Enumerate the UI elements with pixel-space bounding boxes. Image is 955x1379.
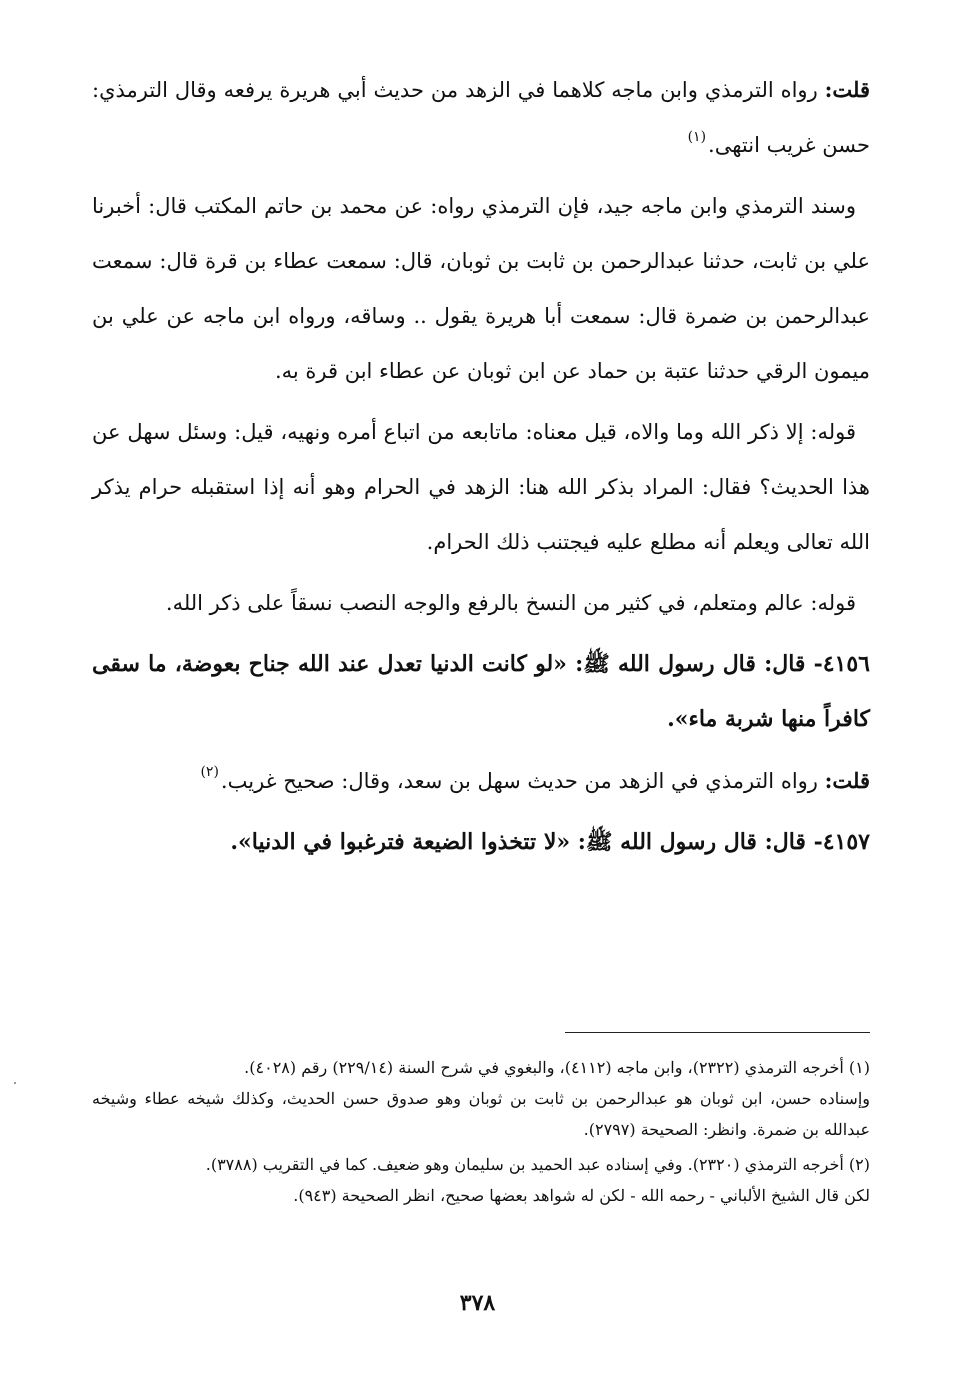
- footnote-1-line-a: (١) أخرجه الترمذي (٢٣٢٢)، وابن ماجه (٤١١٢)، والبغوي في شرح السنة (٢٢٩/١٤) رقم (٤٠٢٨).: [244, 1058, 870, 1077]
- hadith-4157: ٤١٥٧- قال: قال رسول الله ﷺ: «لا تتخذوا الضيعة فترغبوا في الدنيا».: [230, 829, 870, 855]
- footnote-1: [92, 1052, 870, 1145]
- footnote-1-line-b: وإسناده حسن، ابن ثوبان هو عبدالرحمن بن ثابت بن ثوبان وهو صدوق حسن الحديث، وكذلك شيخه عطاء وشيخه عبدالله بن ضمرة. وانظر: الصحيحة (٢٧٩٧).: [92, 1089, 870, 1139]
- footnote-marker-1: (١): [687, 129, 707, 145]
- footnote-marker-2: (٢): [200, 764, 219, 780]
- page-number: ٣٧٨: [459, 1290, 496, 1316]
- paragraph-2: وسند الترمذي وابن ماجه جيد، فإن الترمذي رواه: عن محمد بن حاتم المكتب قال: أخبرنا علي بن ثابت، حدثنا عبدالرحمن بن ثابت بن ثوبان، قال: سمعت عطاء بن قرة قال: سمعت عبدالرحمن بن ضمرة قال: سمعت أبا هريرة يقول .. وساقه، ورواه ابن ماجه عن علي بن ميمون الرقي حدثنا عتبة بن حماد عن ابن ثوبان عن عطاء ابن قرة به.: [92, 194, 870, 383]
- paragraph-3: قوله: إلا ذكر الله وما والاه، قيل معناه: ماتابعه من اتباع أمره ونهيه، قيل: وسئل سهل عن هذا الحديث؟ فقال: المراد بذكر الله هنا: الزهد في الحرام وهو أنه إذا استقبله حرام يذكر الله تعالى ويعلم أنه مطلع عليه فيجتنب ذلك الحرام.: [92, 420, 870, 554]
- footnote-2: [92, 1149, 870, 1211]
- scan-speck: [14, 1082, 16, 1084]
- footnote-divider: [565, 1032, 870, 1033]
- paragraph-1: [92, 62, 870, 173]
- footnote-2-line-a: (٢) أخرجه الترمذي (٢٣٢٠). وفي إسناده عبد الحميد بن سليمان وهو ضعيف. كما في التقريب (٣٧٨٨).: [205, 1155, 870, 1174]
- footnote-2-line-b: لكن قال الشيخ الألباني - رحمه الله - لكن له شواهد بعضها صحيح، انظر الصحيحة (٩٤٣).: [293, 1186, 870, 1205]
- paragraph-1-text: رواه الترمذي وابن ماجه كلاهما في الزهد من حديث أبي هريرة يرفعه وقال الترمذي: حسن غريب انتهى.: [92, 78, 870, 157]
- main-text: [92, 62, 870, 876]
- paragraph-5-text: رواه الترمذي في الزهد من حديث سهل بن سعد، وقال: صحيح غريب.: [220, 769, 825, 793]
- paragraph-1-lead: قلت:: [824, 77, 870, 102]
- paragraph-5-lead: قلت:: [824, 768, 870, 793]
- hadith-4156: ٤١٥٦- قال: قال رسول الله ﷺ: «لو كانت الدنيا تعدل عند الله جناح بعوضة، ما سقى كافراً منها شربة ماء».: [92, 651, 870, 732]
- paragraph-5: [92, 753, 870, 809]
- paragraph-4: قوله: عالم ومتعلم، في كثير من النسخ بالرفع والوجه النصب نسقاً على ذكر الله.: [165, 591, 856, 615]
- footnotes: [92, 1052, 870, 1215]
